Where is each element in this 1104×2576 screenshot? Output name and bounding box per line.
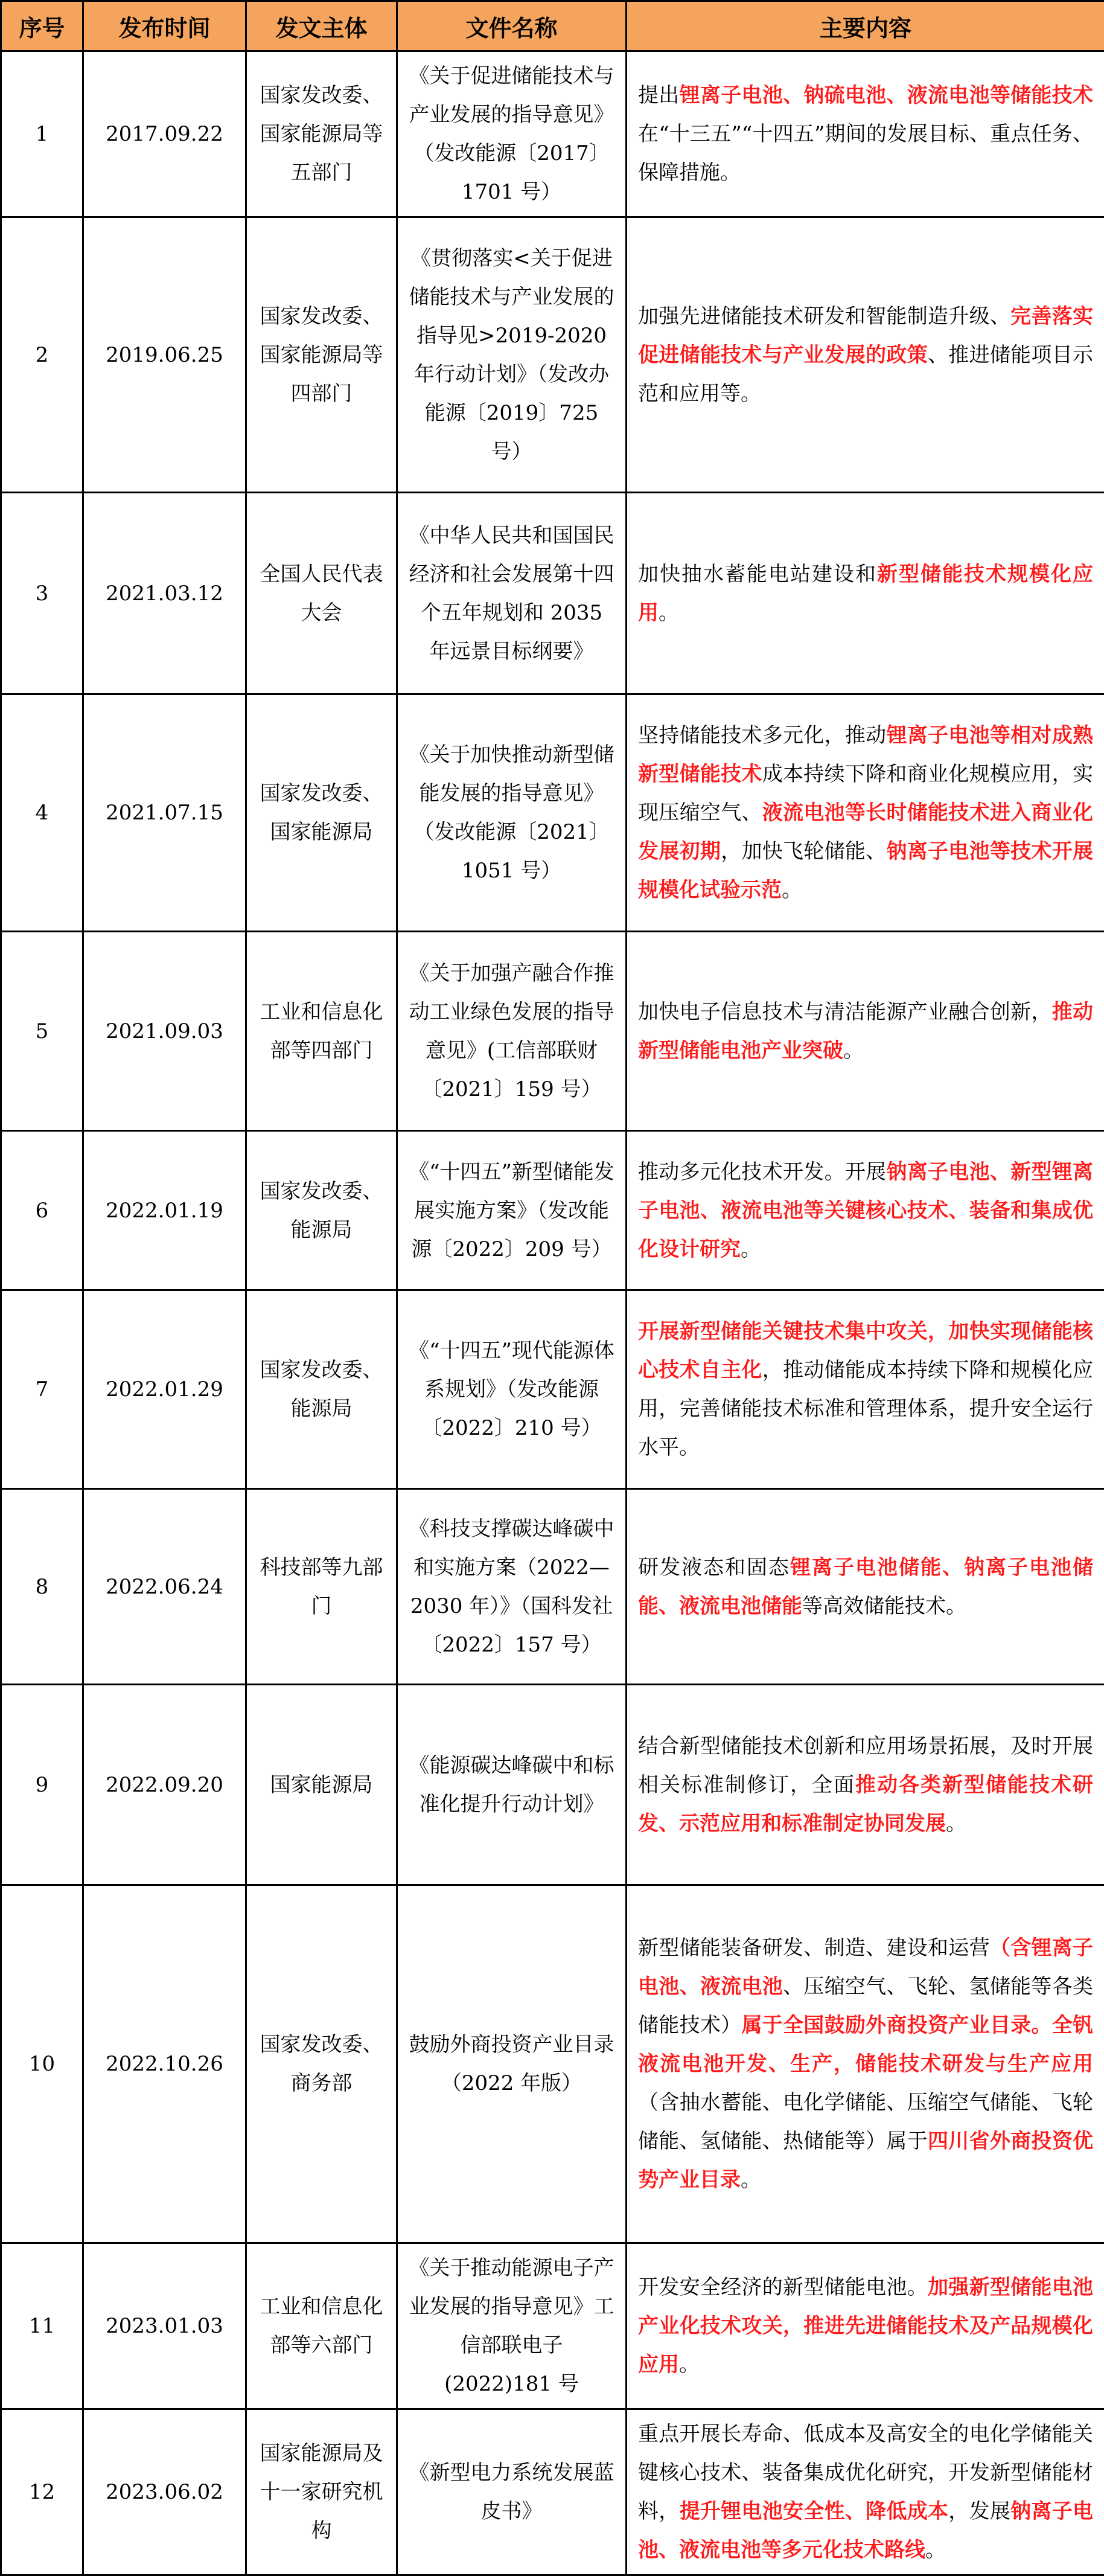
- highlight-text: 钠离子电池、新型锂离子电池、液流电池等关键核心技术、装备和集成优化设计研究: [638, 1160, 1093, 1261]
- row-date: 2022.06.24: [83, 1489, 246, 1685]
- content-text: ，加快飞轮储能、: [721, 839, 886, 863]
- table-row: [1, 2409, 1104, 2575]
- row-content: [627, 1489, 1104, 1685]
- row-content: [627, 2409, 1104, 2575]
- content-text: 。: [741, 2168, 761, 2192]
- row-index: 4: [1, 694, 83, 932]
- table-row: [1, 493, 1104, 694]
- row-issuer: 国家发改委、国家能源局等五部门: [246, 51, 397, 217]
- content-text: 坚持储能技术多元化，推动: [638, 723, 886, 748]
- row-issuer: 国家发改委、国家能源局: [246, 694, 397, 932]
- table-row: [1, 1489, 1104, 1685]
- row-issuer: 国家发改委、国家能源局等四部门: [246, 217, 397, 493]
- row-date: 2021.03.12: [83, 493, 246, 694]
- table-row: [1, 932, 1104, 1131]
- row-document: 《中华人民共和国国民经济和社会发展第十四个五年规划和 2035 年远景目标纲要》: [397, 493, 627, 694]
- table-header: [1, 1, 1104, 51]
- row-content: [627, 217, 1104, 493]
- table-body: [1, 51, 1104, 2575]
- highlight-text: 锂离子电池等相对成熟新型储能技术: [638, 723, 1093, 786]
- row-content: [627, 51, 1104, 217]
- content-text: 结合新型储能技术创新和应用场景拓展，及时开展相关标准制修订，全面: [638, 1734, 1093, 1797]
- content-text: 。: [679, 2353, 700, 2377]
- highlight-text: 四川省外商投资优势产业目录: [638, 2129, 1093, 2192]
- row-date: 2021.09.03: [83, 932, 246, 1131]
- row-issuer: 全国人民代表大会: [246, 493, 397, 694]
- header-content: 主要内容: [627, 1, 1104, 51]
- content-text: 。: [741, 1237, 761, 1261]
- content-text: 加快抽水蓄能电站建设和: [638, 562, 877, 586]
- highlight-text: 开展新型储能关键技术集中攻关，加快实现储能核心技术自主化: [638, 1319, 1093, 1382]
- row-index: 3: [1, 493, 83, 694]
- content-text: 。: [659, 601, 679, 625]
- row-issuer: 工业和信息化部等六部门: [246, 2243, 397, 2409]
- content-text: 新型储能装备研发、制造、建设和运营: [638, 1936, 990, 1960]
- highlight-text: 推动新型储能电池产业突破: [638, 1000, 1093, 1063]
- row-document: 《新型电力系统发展蓝皮书》: [397, 2409, 627, 2575]
- row-index: 5: [1, 932, 83, 1131]
- row-issuer: 科技部等九部门: [246, 1489, 397, 1685]
- row-index: 1: [1, 51, 83, 217]
- row-date: 2022.01.19: [83, 1131, 246, 1290]
- table-row: [1, 2243, 1104, 2409]
- row-index: 11: [1, 2243, 83, 2409]
- row-date: 2017.09.22: [83, 51, 246, 217]
- row-issuer: 国家发改委、能源局: [246, 1290, 397, 1489]
- table-row: [1, 1885, 1104, 2243]
- highlight-text: 完善落实促进储能技术与产业发展的政策: [638, 304, 1093, 367]
- table-row: [1, 51, 1104, 217]
- highlight-text: 提升锂电池安全性、降低成本: [680, 2499, 949, 2523]
- row-index: 10: [1, 1885, 83, 2243]
- row-content: [627, 932, 1104, 1131]
- table-row: [1, 694, 1104, 932]
- row-document: 《能源碳达峰碳中和标准化提升行动计划》: [397, 1685, 627, 1885]
- row-date: 2023.06.02: [83, 2409, 246, 2575]
- row-document: 《关于促进储能技术与产业发展的指导意见》（发改能源〔2017〕1701 号）: [397, 51, 627, 217]
- highlight-text: （含锂离子电池、液流电池: [638, 1936, 1093, 1999]
- row-index: 9: [1, 1685, 83, 1885]
- highlight-text: 新型储能技术规模化应用: [638, 562, 1093, 625]
- row-index: 6: [1, 1131, 83, 1290]
- row-document: 《“十四五”新型储能发展实施方案》（发改能源〔2022〕209 号）: [397, 1131, 627, 1290]
- row-content: [627, 1685, 1104, 1885]
- table-row: [1, 1290, 1104, 1489]
- content-text: 研发液态和固态: [638, 1556, 790, 1580]
- content-text: 重点开展长寿命、低成本及高安全的电化学储能关键核心技术、装备集成优化研究，开发新型储能材料，: [638, 2422, 1093, 2523]
- row-document: 《贯彻落实<关于促进储能技术与产业发展的指导见>2019-2020 年行动计划》（发改办能源〔2019〕725 号）: [397, 217, 627, 493]
- row-content: [627, 694, 1104, 932]
- row-document: 鼓励外商投资产业目录（2022 年版）: [397, 1885, 627, 2243]
- table-row: [1, 1685, 1104, 1885]
- row-index: 8: [1, 1489, 83, 1685]
- content-text: 成本持续下降和商业化规模应用，实现压缩空气、: [638, 762, 1093, 825]
- content-text: 。: [925, 2538, 946, 2562]
- row-index: 2: [1, 217, 83, 493]
- content-text: ，发展: [948, 2499, 1010, 2523]
- content-text: 推动多元化技术开发。开展: [638, 1160, 886, 1184]
- content-text: 、压缩空气、飞轮、氢储能等各类储能技术）: [638, 1975, 1093, 2037]
- header-index: 序号: [1, 1, 83, 51]
- content-text: （含抽水蓄能、电化学储能、压缩空气储能、飞轮储能、氢储能、热储能等）属于: [638, 2091, 1093, 2153]
- row-issuer: 国家发改委、商务部: [246, 1885, 397, 2243]
- row-index: 12: [1, 2409, 83, 2575]
- highlight-text: 属于全国鼓励外商投资产业目录。: [741, 2013, 1051, 2037]
- row-document: 《关于加快推动新型储能发展的指导意见》（发改能源〔2021〕1051 号）: [397, 694, 627, 932]
- content-text: 提出: [638, 83, 680, 107]
- row-issuer: 工业和信息化部等四部门: [246, 932, 397, 1131]
- row-document: 《关于加强产融合作推动工业绿色发展的指导意见》(工信部联财〔2021〕159 号）: [397, 932, 627, 1131]
- row-issuer: 国家能源局: [246, 1685, 397, 1885]
- row-issuer: 国家能源局及十一家研究机构: [246, 2409, 397, 2575]
- row-issuer: 国家发改委、能源局: [246, 1131, 397, 1290]
- content-text: 在“十三五”“十四五”期间的发展目标、重点任务、保障措施。: [638, 122, 1093, 185]
- row-content: [627, 1131, 1104, 1290]
- row-content: [627, 493, 1104, 694]
- content-text: 。: [843, 1039, 864, 1063]
- content-text: 加强先进储能技术研发和智能制造升级、: [638, 304, 1010, 328]
- row-date: 2022.09.20: [83, 1685, 246, 1885]
- content-text: 开发安全经济的新型储能电池。: [638, 2275, 928, 2299]
- row-document: 《科技支撑碳达峰碳中和实施方案（2022—2030 年）》（国科发社〔2022〕157 号）: [397, 1489, 627, 1685]
- highlight-text: 钠离子电池、液流电池等多元化技术路线: [638, 2499, 1093, 2562]
- row-content: [627, 1290, 1104, 1489]
- row-date: 2021.07.15: [83, 694, 246, 932]
- content-text: 。: [782, 878, 802, 902]
- highlight-text: 全钒液流电池开发、生产，储能技术研发与生产应用: [638, 2013, 1093, 2076]
- highlight-text: 加强新型储能电池产业化技术攻关，推进先进储能技术及产品规模化应用: [638, 2275, 1093, 2377]
- table-row: [1, 217, 1104, 493]
- content-text: 。: [946, 1812, 966, 1836]
- content-text: ，推动储能成本持续下降和规模化应用，完善储能技术标准和管理体系，提升安全运行水平。: [638, 1358, 1093, 1459]
- row-date: 2023.01.03: [83, 2243, 246, 2409]
- row-document: 《关于推动能源电子产业发展的指导意见》工信部联电子(2022)181 号: [397, 2243, 627, 2409]
- header-date: 发布时间: [83, 1, 246, 51]
- row-date: 2022.01.29: [83, 1290, 246, 1489]
- row-content: [627, 1885, 1104, 2243]
- highlight-text: 推动各类新型储能技术研发、示范应用和标准制定协同发展: [638, 1773, 1093, 1836]
- header-document: 文件名称: [397, 1, 627, 51]
- content-text: 等高效储能技术。: [802, 1594, 966, 1618]
- header-issuer: 发文主体: [246, 1, 397, 51]
- row-date: 2019.06.25: [83, 217, 246, 493]
- row-document: 《“十四五”现代能源体系规划》（发改能源〔2022〕210 号）: [397, 1290, 627, 1489]
- row-index: 7: [1, 1290, 83, 1489]
- content-text: 、推进储能项目示范和应用等。: [638, 343, 1093, 406]
- highlight-text: 锂离子电池、钠硫电池、液流电池等储能技术: [680, 83, 1093, 107]
- row-date: 2022.10.26: [83, 1885, 246, 2243]
- row-content: [627, 2243, 1104, 2409]
- header-row: [1, 1, 1104, 51]
- content-text: 加快电子信息技术与清洁能源产业融合创新，: [638, 1000, 1052, 1024]
- highlight-text: 液流电池等长时储能技术进入商业化发展初期: [638, 801, 1093, 863]
- table-row: [1, 1131, 1104, 1290]
- highlight-text: 钠离子电池等技术开展规模化试验示范: [638, 839, 1093, 902]
- highlight-text: 锂离子电池储能、钠离子电池储能、液流电池储能: [638, 1556, 1093, 1618]
